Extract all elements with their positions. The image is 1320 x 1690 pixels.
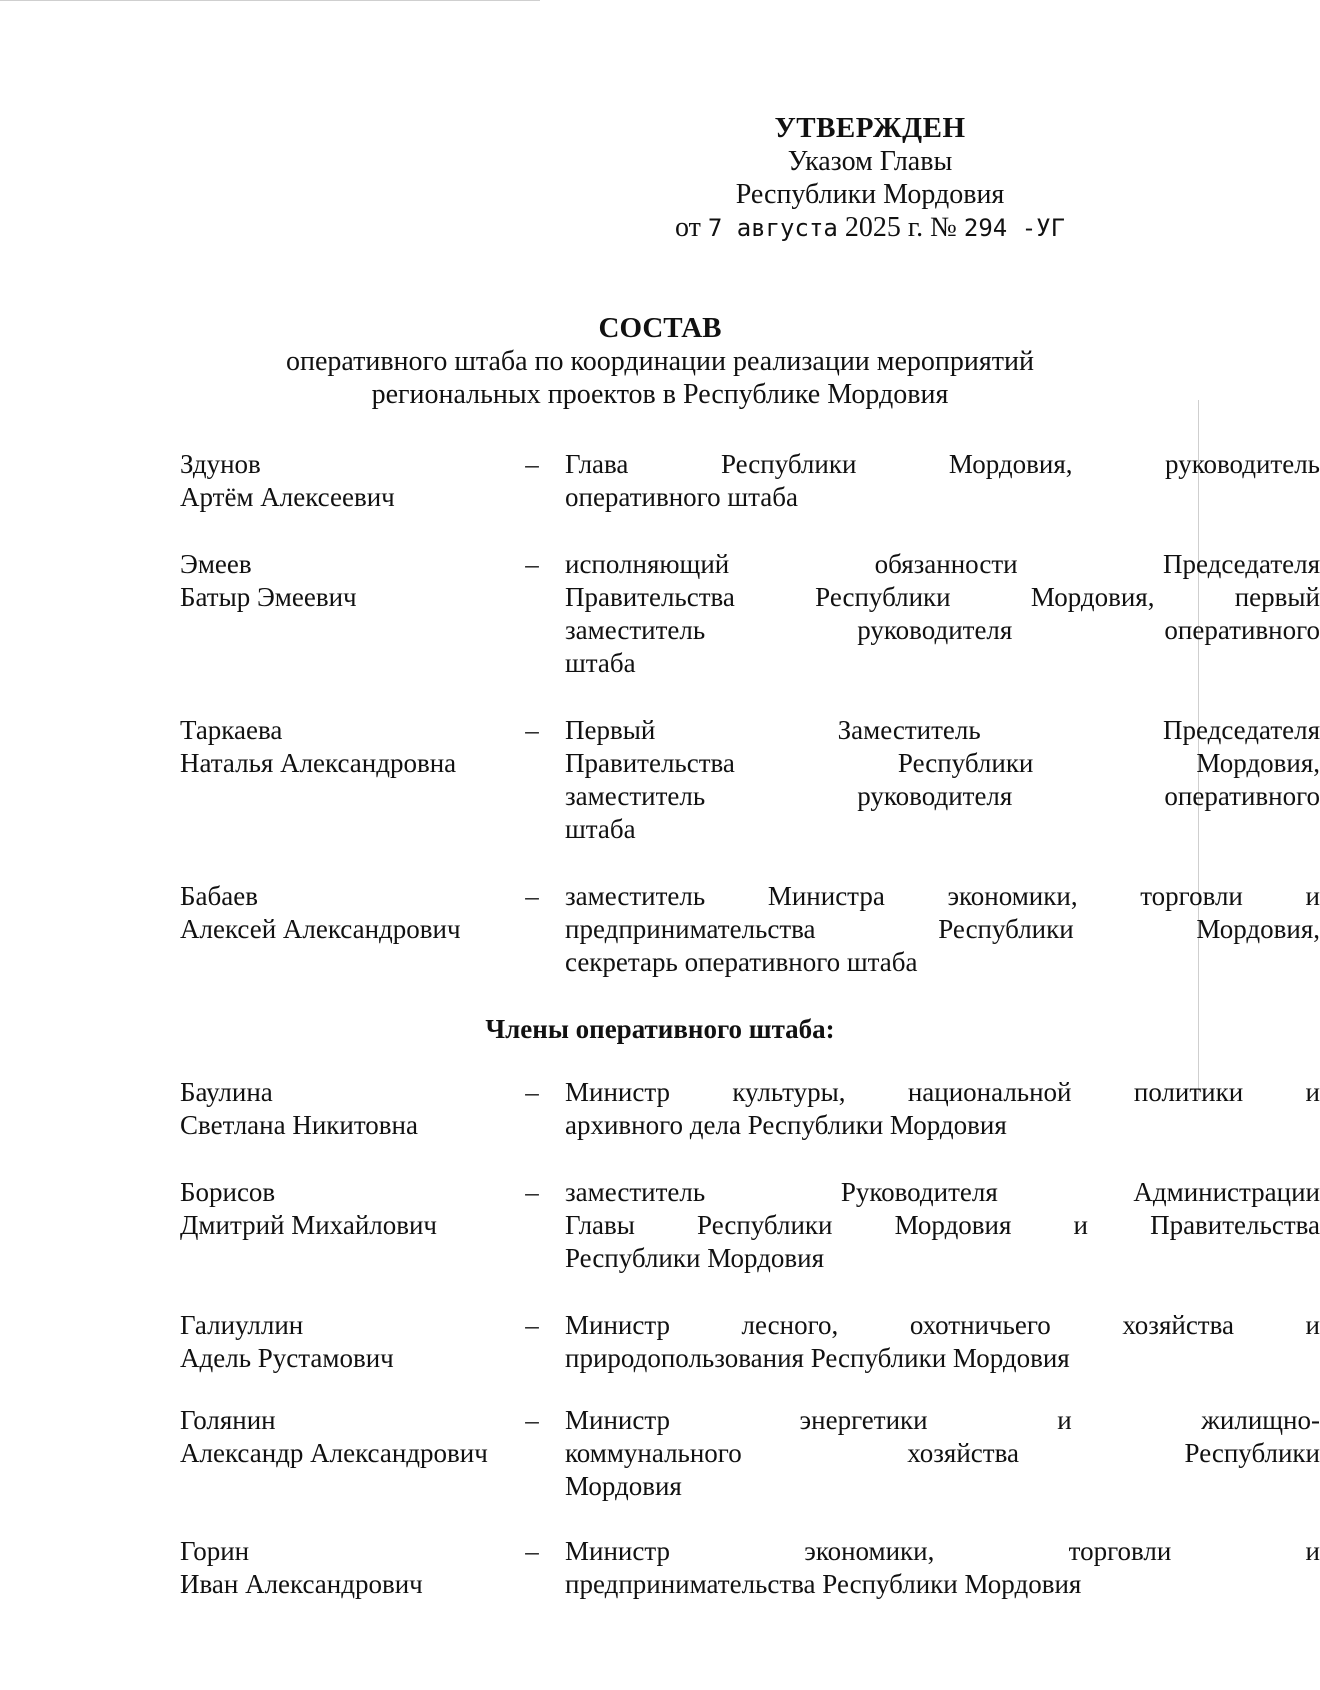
member-role — [565, 714, 1320, 846]
role-line: Министр энергетики и жилищно- — [565, 1405, 1320, 1435]
dash-separator: – — [525, 715, 539, 745]
member-surname: Бабаев — [180, 881, 258, 911]
member-given-name: Адель Рустамович — [180, 1343, 394, 1373]
member-role — [565, 1176, 1320, 1275]
role-line: оперативного штаба — [565, 482, 798, 512]
member-given-name: Иван Александрович — [180, 1569, 423, 1599]
member-name — [180, 1309, 510, 1375]
role-line: Министр культуры, национальной политики и — [565, 1077, 1320, 1107]
member-given-name: Алексей Александрович — [180, 914, 461, 944]
members-heading: Члены оперативного штаба: — [485, 1014, 835, 1044]
role-line: заместитель руководителя оперативного — [565, 781, 1320, 811]
approval-number: 294 -УГ — [963, 214, 1066, 242]
document-subtitle-1: оперативного штаба по координации реализации мероприятий — [285, 346, 1034, 377]
role-line: природопользования Республики Мордовия — [565, 1343, 1070, 1373]
role-line: Глава Республики Мордовия, руководитель — [565, 449, 1320, 479]
approval-block — [600, 112, 1140, 245]
member-given-name: Артём Алексеевич — [180, 482, 395, 512]
member-name — [180, 1176, 510, 1242]
scan-edge-top — [0, 0, 540, 1]
member-name — [180, 714, 510, 780]
member-surname: Баулина — [180, 1077, 273, 1107]
role-line: заместитель руководителя оперативного — [565, 615, 1320, 645]
member-role — [565, 1309, 1320, 1375]
member-name — [180, 448, 510, 514]
dash-separator: – — [525, 1405, 539, 1435]
member-surname: Борисов — [180, 1177, 276, 1207]
member-surname: Голянин — [180, 1405, 276, 1435]
approval-dateline — [600, 211, 1140, 245]
role-line: Правительства Республики Мордовия, первый — [565, 582, 1320, 612]
role-line: Правительства Республики Мордовия, — [565, 748, 1320, 778]
document-subtitle-2: региональных проектов в Республике Мордовия — [371, 379, 949, 410]
member-name — [180, 548, 510, 614]
dash-separator: – — [525, 1310, 539, 1340]
member-given-name: Александр Александрович — [180, 1438, 488, 1468]
dash-separator: – — [525, 549, 539, 579]
member-given-name: Светлана Никитовна — [180, 1110, 418, 1140]
role-line: секретарь оперативного штаба — [565, 947, 918, 977]
role-line: архивного дела Республики Мордовия — [565, 1110, 1007, 1140]
role-line: коммунального хозяйства Республики — [565, 1438, 1320, 1468]
role-line: предпринимательства Республики Мордовия — [565, 1569, 1082, 1599]
member-role — [565, 880, 1320, 979]
approval-line-2: Республики Мордовия — [735, 179, 1005, 210]
member-role — [565, 1404, 1320, 1503]
role-line: Первый Заместитель Председателя — [565, 715, 1320, 745]
role-line: исполняющий обязанности Председателя — [565, 549, 1320, 579]
role-line: Министр экономики, торговли и — [565, 1536, 1320, 1566]
role-line: заместитель Руководителя Администрации — [565, 1177, 1320, 1207]
dash-separator: – — [525, 1077, 539, 1107]
member-role — [565, 1535, 1320, 1601]
member-given-name: Дмитрий Михайлович — [180, 1210, 438, 1240]
approval-line-1: Указом Главы — [787, 146, 953, 177]
role-line: Мордовия — [565, 1471, 682, 1501]
member-role — [565, 448, 1320, 514]
dash-separator: – — [525, 449, 539, 479]
member-role — [565, 1076, 1320, 1142]
approval-prefix: от — [674, 212, 701, 243]
dash-separator: – — [525, 1536, 539, 1566]
member-name — [180, 1535, 510, 1601]
dash-separator: – — [525, 1177, 539, 1207]
role-line: Главы Республики Мордовия и Правительства — [565, 1210, 1320, 1240]
role-line: Республики Мордовия — [565, 1243, 825, 1273]
role-line: штаба — [565, 648, 636, 678]
member-surname: Горин — [180, 1536, 250, 1566]
member-given-name: Наталья Александровна — [180, 748, 457, 778]
role-line: штаба — [565, 814, 636, 844]
role-line: предпринимательства Республики Мордовия, — [565, 914, 1320, 944]
member-name — [180, 1076, 510, 1142]
approval-year: 2025 г. № — [844, 212, 957, 243]
member-surname: Галиуллин — [180, 1310, 304, 1340]
dash-separator: – — [525, 881, 539, 911]
role-line: Министр лесного, охотничьего хозяйства и — [565, 1310, 1320, 1340]
member-role — [565, 548, 1320, 680]
approval-title: УТВЕРЖДЕН — [774, 112, 966, 144]
member-surname: Таркаева — [180, 715, 283, 745]
member-name — [180, 1404, 510, 1470]
approval-date: 7 августа — [707, 214, 838, 242]
member-given-name: Батыр Эмеевич — [180, 582, 357, 612]
role-line: заместитель Министра экономики, торговли и — [565, 881, 1320, 911]
member-surname: Эмеев — [180, 549, 252, 579]
document-title: СОСТАВ — [598, 312, 722, 344]
document-heading — [200, 312, 1120, 411]
member-surname: Здунов — [180, 449, 261, 479]
member-name — [180, 880, 510, 946]
